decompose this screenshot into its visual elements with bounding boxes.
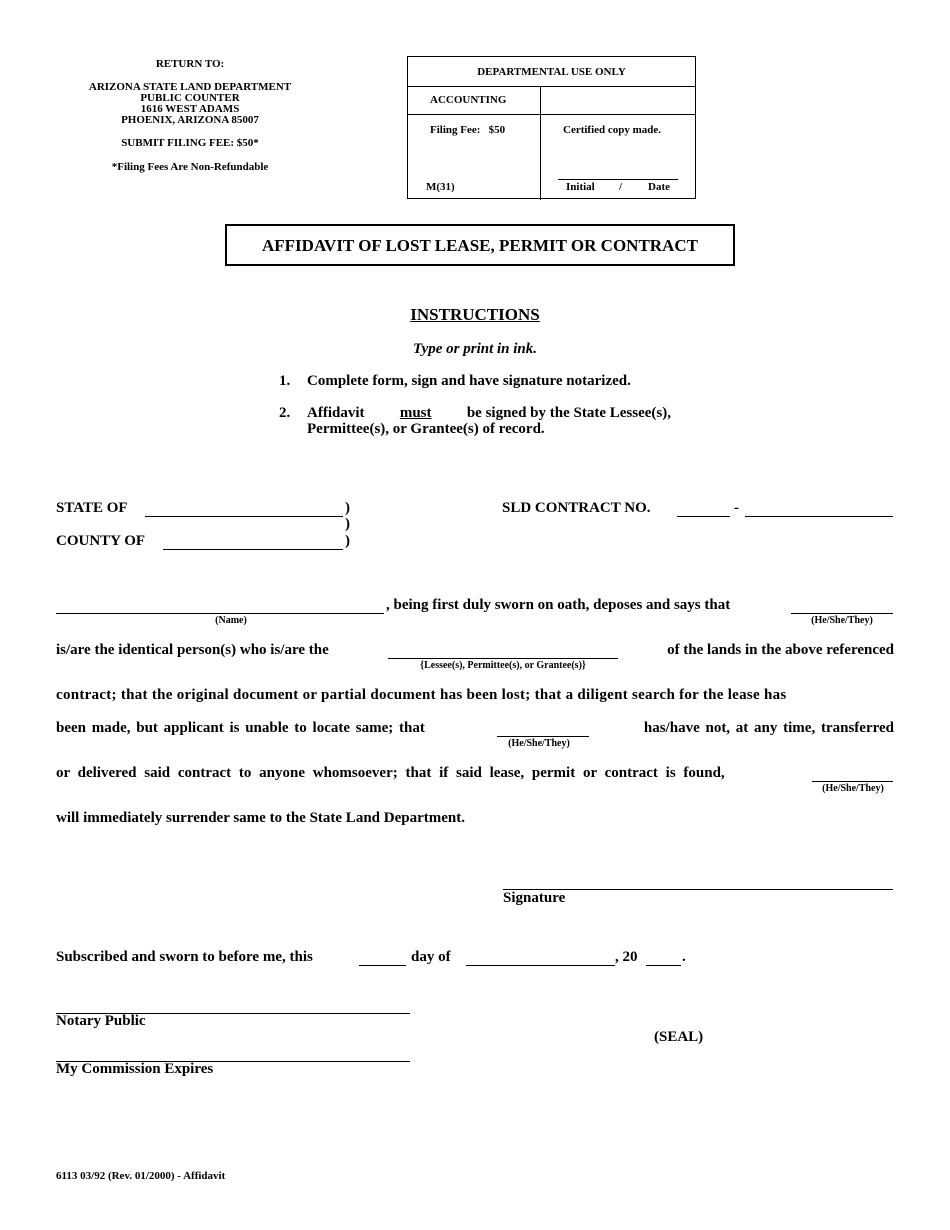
form-title: AFFIDAVIT OF LOST LEASE, PERMIT OR CONTRACT: [225, 224, 735, 266]
instructions-heading: INSTRUCTIONS: [410, 305, 540, 324]
dept-box-header: DEPARTMENTAL USE ONLY: [408, 57, 695, 87]
sworn-day-field[interactable]: [359, 965, 406, 966]
dept-box-divider-horizontal: [408, 114, 695, 115]
sld-contract-prefix-field[interactable]: [677, 516, 730, 517]
departmental-use-box: [407, 56, 696, 199]
return-address-block: [60, 58, 320, 173]
initial-label: Initial: [566, 181, 595, 193]
accounting-label: ACCOUNTING: [430, 94, 507, 106]
body-line-1: , being first duly sworn on oath, deposes and says that: [386, 597, 731, 613]
instruction-2-pre: Affidavit: [307, 405, 365, 421]
venue-paren-1: ): [345, 500, 350, 516]
body-line-6: will immediately surrender same to the State Land Department.: [56, 810, 465, 826]
instruction-1-number: 1.: [279, 373, 291, 389]
instruction-1: Complete form, sign and have signature notarized.: [307, 373, 631, 389]
return-line-1: ARIZONA STATE LAND DEPARTMENT: [88, 81, 292, 93]
commission-expires-label: My Commission Expires: [56, 1061, 214, 1077]
non-refundable-note: *Filing Fees Are Non-Refundable: [111, 161, 269, 173]
body-line-4-post: has/have not, at any time, transferred: [643, 720, 894, 736]
venue-paren-3: ): [345, 533, 350, 549]
sld-contract-dash: -: [734, 500, 739, 516]
body-line-4-pre: been made, but applicant is unable to locate same; that: [56, 720, 425, 736]
filing-fee-text: SUBMIT FILING FEE: $50*: [121, 137, 259, 149]
instruction-2-post: be signed by the State Lessee(s),: [466, 405, 671, 421]
year-prefix: , 20: [615, 949, 638, 965]
notary-public-label: Notary Public: [56, 1013, 146, 1029]
form-footer: 6113 03/92 (Rev. 01/2000) - Affidavit: [56, 1170, 226, 1182]
filing-fee-label: Filing Fee: $50: [430, 124, 506, 136]
pronoun-field-1[interactable]: [791, 613, 893, 614]
role-field[interactable]: [388, 658, 618, 659]
body-line-2-post: of the lands in the above referenced: [667, 642, 894, 658]
sworn-year-field[interactable]: [646, 965, 681, 966]
certified-copy-label: Certified copy made.: [563, 124, 662, 136]
pronoun-field-2[interactable]: [497, 736, 589, 737]
county-of-field[interactable]: [163, 549, 343, 550]
state-of-label: STATE OF: [56, 500, 128, 516]
venue-paren-2: ): [345, 516, 350, 532]
affiant-name-field[interactable]: [56, 613, 384, 614]
instruction-2-must: must: [399, 405, 432, 421]
instruction-2: [307, 405, 671, 422]
day-of-label: day of: [411, 949, 451, 965]
body-line-5: or delivered said contract to anyone whomsoever; that if said lease, permit or contract is found,: [56, 765, 725, 781]
sld-contract-label: SLD CONTRACT NO.: [502, 500, 651, 516]
role-caption: {Lessee(s), Permittee(s), or Grantee(s)}: [420, 660, 586, 671]
return-heading: RETURN TO:: [155, 58, 225, 70]
pronoun-caption-3: (He/She/They): [822, 783, 884, 794]
pronoun-caption-1: (He/She/They): [811, 615, 873, 626]
instruction-2-line2: Permittee(s), or Grantee(s) of record.: [307, 421, 545, 437]
return-line-3: 1616 WEST ADAMS: [140, 103, 240, 115]
body-line-3: contract; that the original document or partial document has been lost; that a diligent search for the lease has: [56, 687, 787, 703]
sworn-period: .: [682, 949, 686, 965]
seal-label: (SEAL): [654, 1029, 704, 1045]
instructions-subheading: Type or print in ink.: [412, 341, 538, 357]
signature-label: Signature: [503, 890, 566, 906]
pronoun-field-3[interactable]: [812, 781, 893, 782]
state-of-field[interactable]: [145, 516, 343, 517]
pronoun-caption-2: (He/She/They): [508, 738, 570, 749]
name-caption: (Name): [215, 615, 247, 626]
county-of-label: COUNTY OF: [56, 533, 146, 549]
sworn-month-field[interactable]: [466, 965, 615, 966]
sld-contract-number-field[interactable]: [745, 516, 893, 517]
dept-box-divider-vertical: [540, 86, 541, 200]
initial-date-slash: /: [619, 181, 623, 193]
instruction-2-number: 2.: [279, 405, 291, 421]
form-code: M(31): [426, 181, 455, 193]
return-line-2: PUBLIC COUNTER: [140, 92, 240, 104]
return-line-4: PHOENIX, ARIZONA 85007: [121, 114, 259, 126]
sworn-text: Subscribed and sworn to before me, this: [56, 949, 313, 965]
date-label: Date: [648, 181, 670, 193]
body-line-2-pre: is/are the identical person(s) who is/are the: [56, 642, 329, 658]
initial-date-line[interactable]: [558, 179, 678, 180]
